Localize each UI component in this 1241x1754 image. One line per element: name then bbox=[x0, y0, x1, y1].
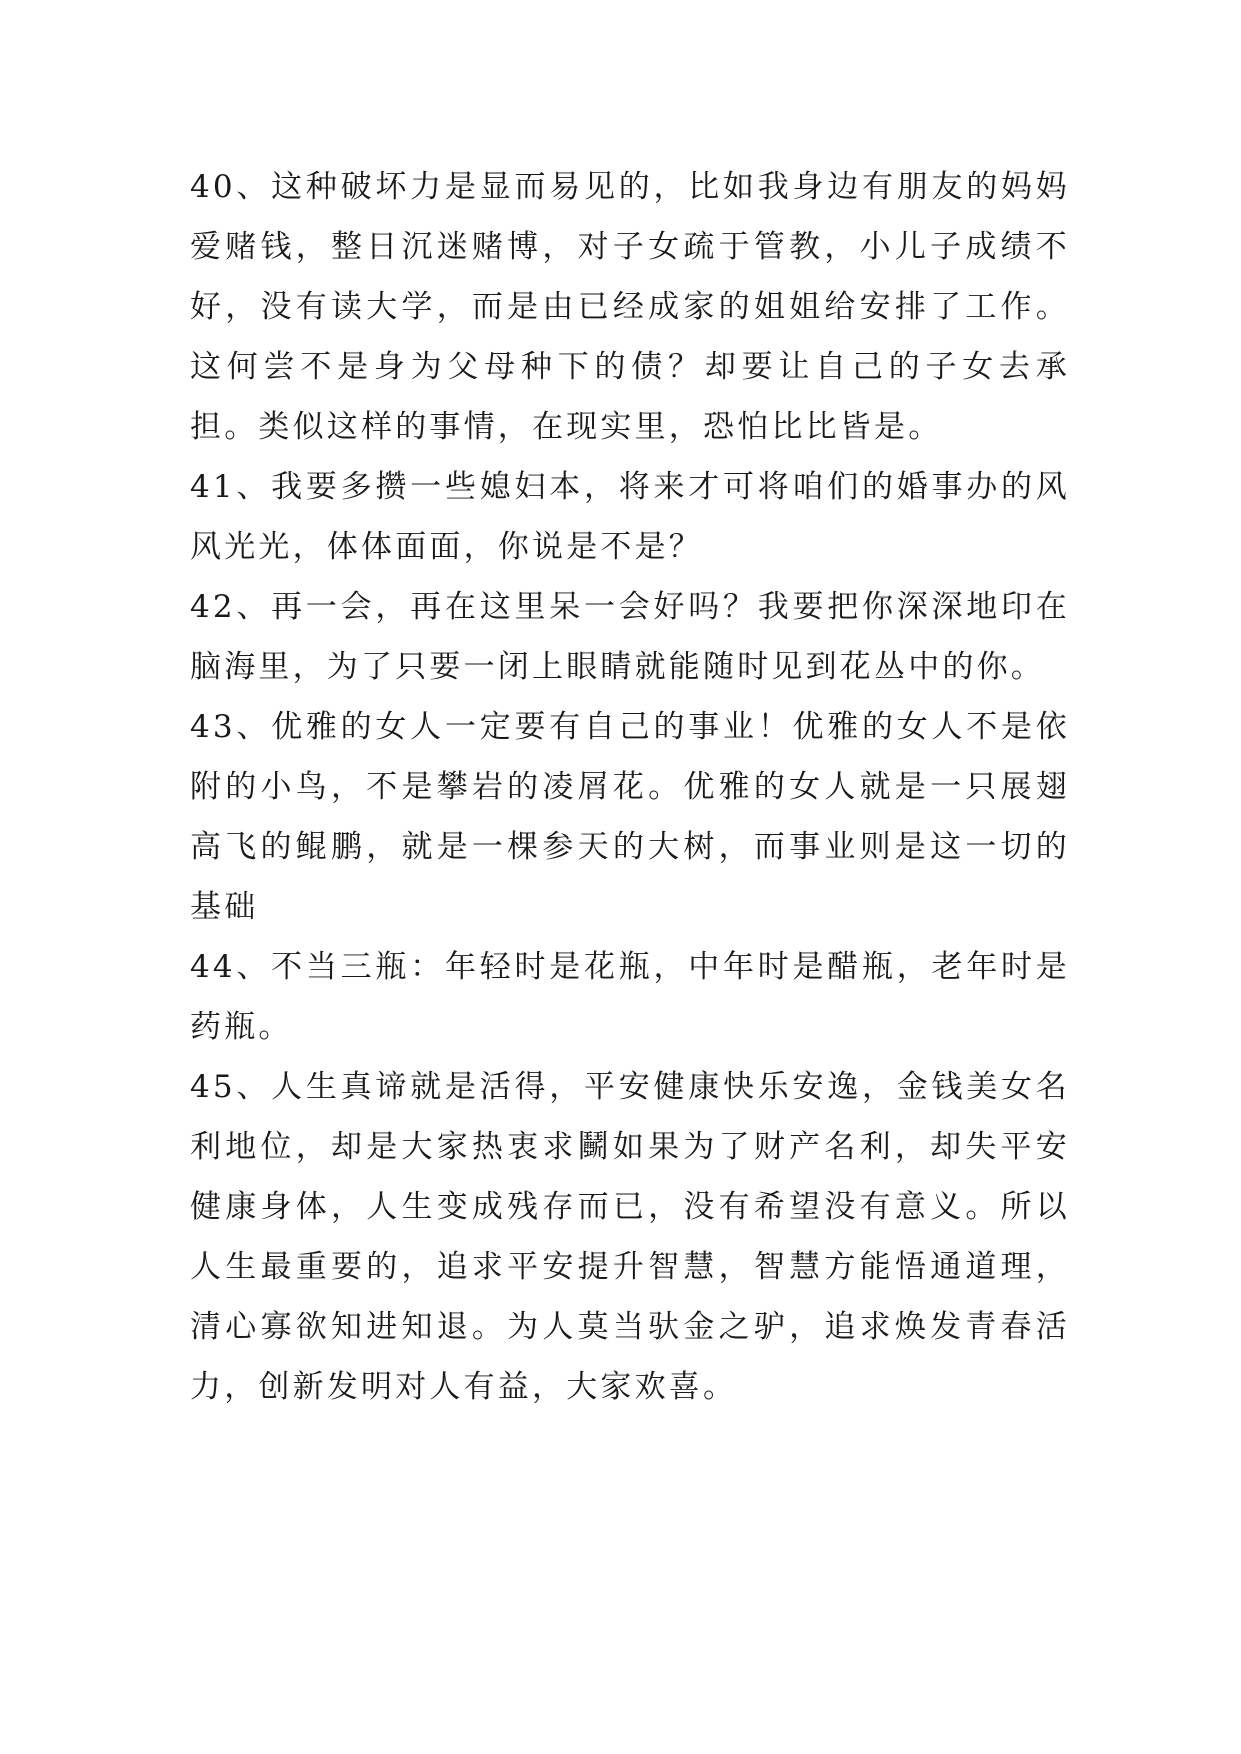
document-body bbox=[190, 157, 1070, 1417]
paragraph-43: 43、优雅的女人一定要有自己的事业！优雅的女人不是依附的小鸟，不是攀岩的凌屑花。优雅的女人就是一只展翅高飞的鲲鹏，就是一棵参天的大树，而事业则是这一切的基础 bbox=[190, 709, 1070, 925]
paragraph-42: 42、再一会，再在这里呆一会好吗？我要把你深深地印在脑海里，为了只要一闭上眼睛就能随时见到花丛中的你。 bbox=[190, 589, 1070, 685]
paragraph-40: 40、这种破坏力是显而易见的，比如我身边有朋友的妈妈爱赌钱，整日沉迷赌博，对子女疏于管教，小儿子成绩不好，没有读大学，而是由已经成家的姐姐给安排了工作。这何尝不是身为父母种下的债？却要让自己的子女去承担。类似这样的事情，在现实里，恐怕比比皆是。 bbox=[190, 169, 1070, 445]
paragraph-44: 44、不当三瓶：年轻时是花瓶，中年时是醋瓶，老年时是药瓶。 bbox=[190, 949, 1070, 1045]
paragraph-41: 41、我要多攒一些媳妇本，将来才可将咱们的婚事办的风风光光，体体面面，你说是不是？ bbox=[190, 469, 1070, 565]
paragraph-45: 45、人生真谛就是活得，平安健康快乐安逸，金钱美女名利地位，却是大家热衷求鬭如果为了财产名利，却失平安健康身体，人生变成残存而已，没有希望没有意义。所以人生最重要的，追求平安提升智慧，智慧方能悟通道理，清心寡欲知进知退。为人莫当驮金之驴，追求焕发青春活力，创新发明对人有益，大家欢喜。 bbox=[190, 1069, 1070, 1405]
